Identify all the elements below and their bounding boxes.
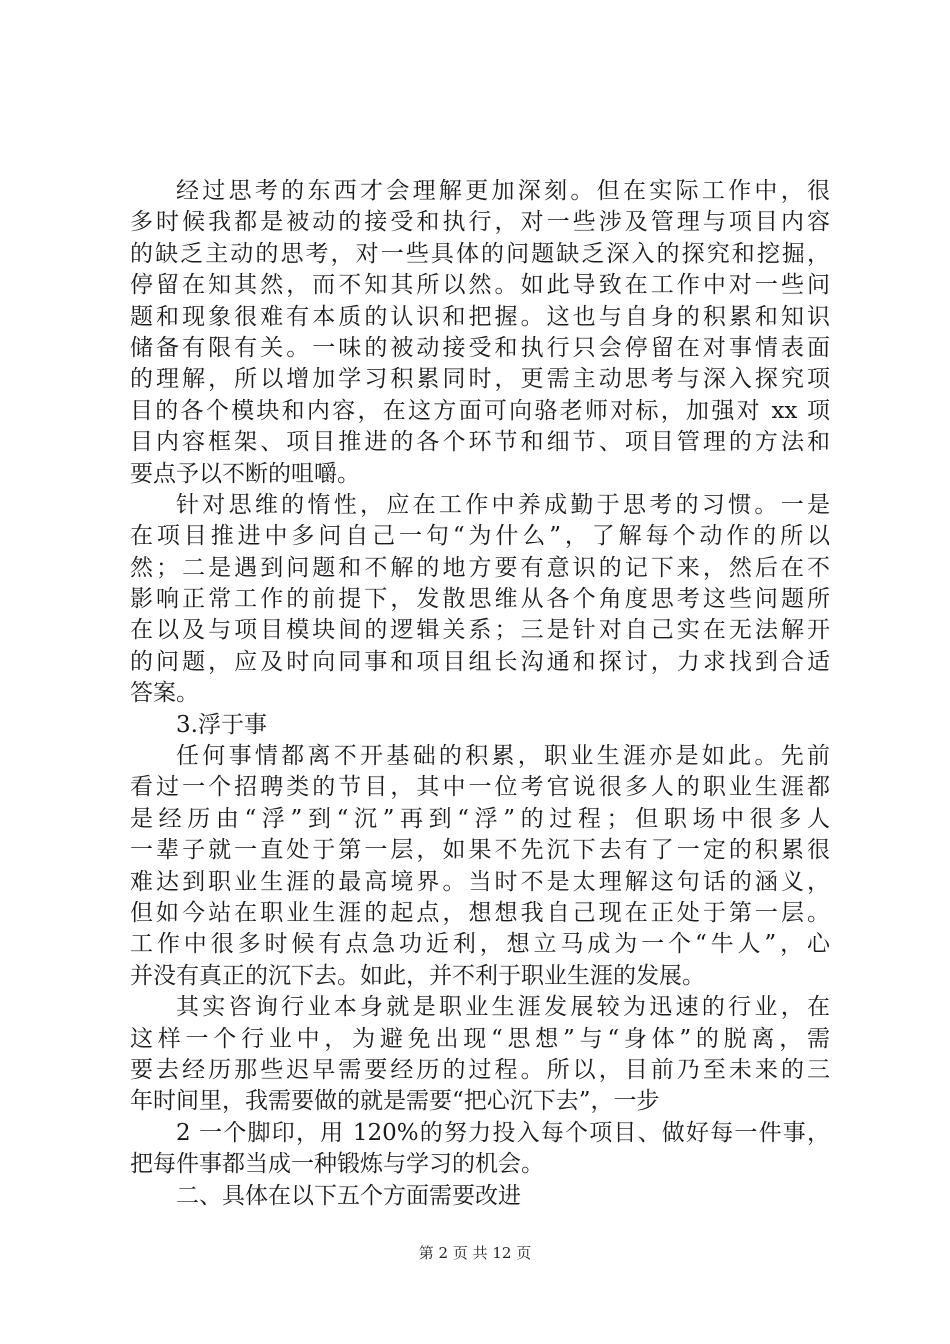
paragraph-line: 的问题，应及时向同事和项目组长沟通和探讨，力求找到合适 — [130, 648, 830, 675]
paragraph-line: 在以及与项目模块间的逻辑关系；三是针对自己实在无法解开 — [130, 617, 830, 644]
paragraph-line: 要去经历那些迟早需要经历的过程。所以，目前乃至未来的三 — [130, 1056, 830, 1083]
paragraph-first-line: 3.浮于事 — [176, 711, 267, 738]
paragraph-line: 年时间里，我需要做的就是需要“把心沉下去”，一步 — [130, 1088, 660, 1115]
paragraph-line: 多时候我都是被动的接受和执行，对一些涉及管理与项目内容 — [130, 209, 830, 236]
paragraph-line: 一辈子就一直处于第一层，如果不先沉下去有了一定的积累很 — [130, 837, 830, 864]
paragraph-line: 题和现象很难有本质的认识和把握。这也与自身的积累和知识 — [130, 303, 830, 330]
paragraph-line: 然；二是遇到问题和不解的地方要有意识的记下来，然后在不 — [130, 554, 830, 581]
paragraph-line: 影响正常工作的前提下，发散思维从各个角度思考这些问题所 — [130, 586, 830, 613]
paragraph-line: 的缺乏主动的思考，对一些具体的问题缺乏深入的探究和挖掘， — [130, 240, 830, 267]
paragraph-first-line: 二、具体在以下五个方面需要改进 — [176, 1182, 521, 1209]
paragraph-line: 目内容框架、项目推进的各个环节和细节、项目管理的方法和 — [130, 429, 830, 456]
paragraph-line: 的理解，所以增加学习积累同时，更需主动思考与深入探究项 — [130, 366, 830, 393]
paragraph-first-line: 2 一个脚印，用 120%的努力投入每个项目、做好每一件事， — [176, 1119, 830, 1146]
paragraph-line: 在项目推进中多问自己一句“为什么”，了解每个动作的所以 — [130, 523, 830, 550]
page-footer: 第 2 页 共 12 页 — [418, 1244, 532, 1262]
paragraph-line: 是经历由“浮”到“沉”再到“浮”的过程；但职场中很多人 — [130, 805, 830, 832]
paragraph-line: 这样一个行业中，为避免出现“思想”与“身体”的脱离，需 — [130, 1025, 830, 1052]
paragraph-line: 但如今站在职业生涯的起点，想想我自己现在正处于第一层。 — [130, 899, 830, 926]
paragraph-line: 难达到职业生涯的最高境界。当时不是太理解这句话的涵义， — [130, 868, 830, 895]
paragraph-line: 答案。 — [130, 680, 199, 707]
paragraph-line: 储备有限有关。一味的被动接受和执行只会停留在对事情表面 — [130, 334, 830, 361]
paragraph-line: 停留在知其然，而不知其所以然。如此导致在工作中对一些问 — [130, 272, 830, 299]
paragraph-line: 看过一个招聘类的节目，其中一位考官说很多人的职业生涯都 — [130, 774, 830, 801]
paragraph-line: 工作中很多时候有点急功近利，想立马成为一个“牛人”，心 — [130, 931, 830, 958]
paragraph-line: 把每件事都当成一种锻炼与学习的机会。 — [130, 1151, 544, 1178]
paragraph-first-line: 任何事情都离不开基础的积累，职业生涯亦是如此。先前 — [176, 743, 830, 770]
paragraph-first-line: 针对思维的惰性，应在工作中养成勤于思考的习惯。一是 — [176, 491, 830, 518]
document-body — [130, 176, 830, 1212]
paragraph-line: 并没有真正的沉下去。如此，并不利于职业生涯的发展。 — [130, 962, 705, 989]
paragraph-line: 目的各个模块和内容，在这方面可向骆老师对标，加强对 xx 项 — [130, 397, 830, 424]
paragraph-line: 要点予以不断的咀嚼。 — [130, 460, 360, 487]
paragraph-first-line: 经过思考的东西才会理解更加深刻。但在实际工作中，很 — [176, 178, 830, 204]
paragraph-first-line: 其实咨询行业本身就是职业生涯发展较为迅速的行业，在 — [176, 994, 830, 1021]
